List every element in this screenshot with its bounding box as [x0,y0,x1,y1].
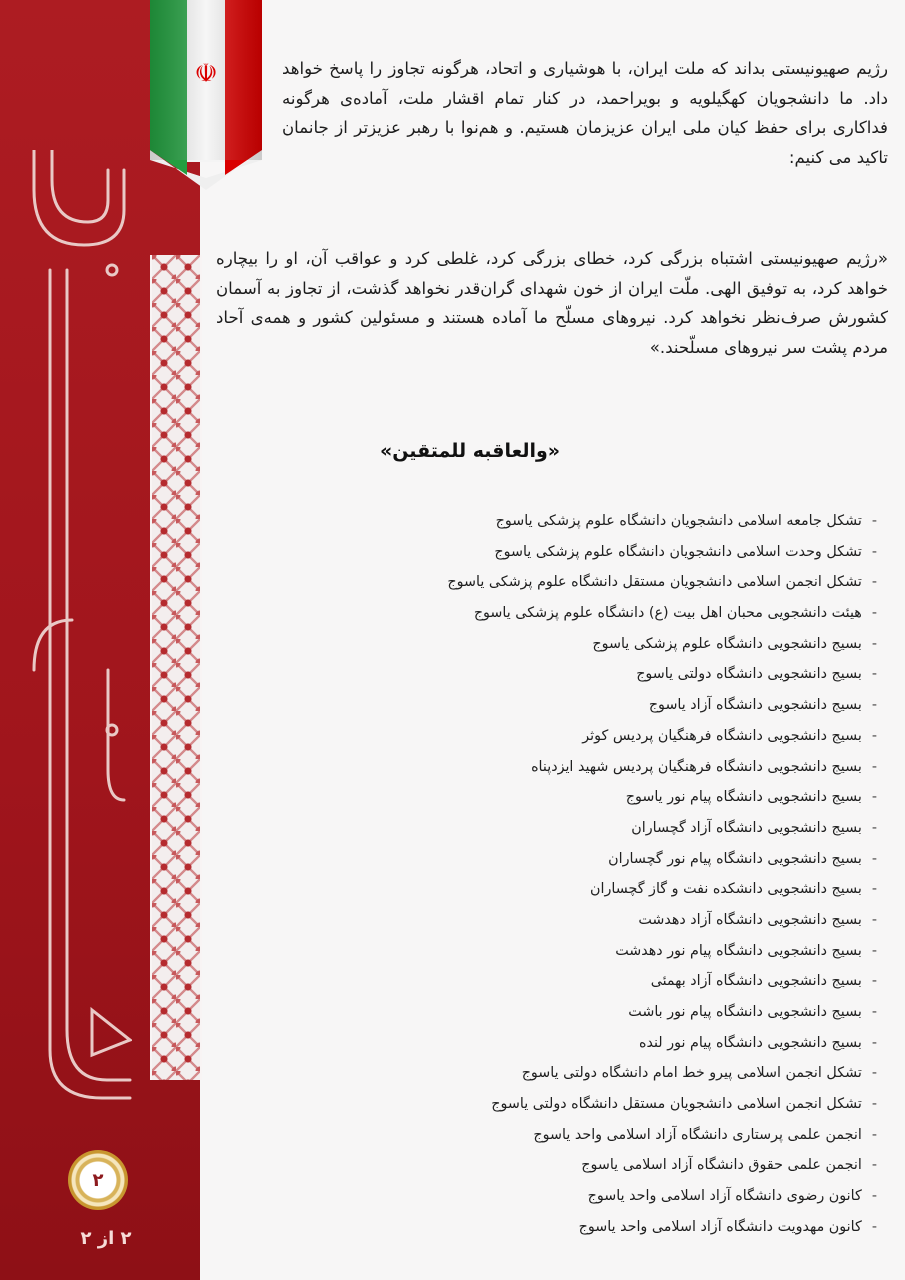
list-item: - تشکل انجمن اسلامی پیرو خط امام دانشگاه دولتی یاسوج [317,1058,877,1089]
list-item: - انجمن علمی حقوق دانشگاه آزاد اسلامی یاسوج [317,1150,877,1181]
list-item: - بسیج دانشجویی دانشگاه دولتی یاسوج [317,659,877,690]
list-item: - بسیج دانشجویی دانشگاه پیام نور دهدشت [317,936,877,967]
list-item: - بسیج دانشجویی دانشکده نفت و گاز گچساران [317,874,877,905]
iran-flag-icon [150,0,262,190]
list-item: - بسیج دانشجویی دانشگاه پیام نور یاسوج [317,782,877,813]
list-item: - انجمن علمی پرستاری دانشگاه آزاد اسلامی واحد یاسوج [317,1120,877,1151]
ornamental-pattern [150,255,202,1080]
page-number-medallion [68,1150,128,1210]
list-item: - تشکل وحدت اسلامی دانشجویان دانشگاه علوم پزشکی یاسوج [317,537,877,568]
list-item: - بسیج دانشجویی دانشگاه آزاد بهمئی [317,966,877,997]
page-number: ۲ [92,1169,104,1191]
calligraphy-decoration [12,150,132,1100]
list-item: - تشکل انجمن اسلامی دانشجویان مستقل دانشگاه علوم پزشکی یاسوج [317,567,877,598]
intro-paragraph: رژیم صهیونیستی بداند که ملت ایران، با هوشیاری و اتحاد، هرگونه تجاوز را پاسخ خواهد داد. ما دانشجویان کهگیلویه و بویراحمد، در کنار تمام اقشار ملت، آماده‌ی هرگونه فداکاری برای حفظ کیان ملی ایران عزیزمان هستیم. و هم‌نوا با رهبر عزیزتر از جانمان تاکید می کنیم: [282,59,888,167]
list-item: - بسیج دانشجویی دانشگاه پیام نور گچساران [317,844,877,875]
list-item: - بسیج دانشجویی دانشگاه آزاد دهدشت [317,905,877,936]
list-item: - تشکل انجمن اسلامی دانشجویان مستقل دانشگاه دولتی یاسوج [317,1089,877,1120]
closing-phrase: «والعاقبه للمتقین» [379,440,561,462]
quote-paragraph: «رژیم صهیونیستی اشتباه بزرگی کرد، خطای بزرگی کرد، غلطی کرد و عواقب آن، او را بیچاره خواهد کرد، به توفیق الهی. ملّت ایران از خون شهدای گران‌قدر نخواهد گذشت، از تجاوز به آسمان کشورش صرف‌نظر نخواهد کرد. نیروهای مسلّح ما آماده هستند و مسئولین کشور و همه‌ی آحاد مردم پشت سر نیروهای مسلّحند.» [216,249,888,357]
list-item: - بسیج دانشجویی دانشگاه آزاد گچساران [317,813,877,844]
list-item: - بسیج دانشجویی دانشگاه پیام نور باشت [317,997,877,1028]
list-item: - بسیج دانشجویی دانشگاه علوم پزشکی یاسوج [317,629,877,660]
list-item: - کانون رضوی دانشگاه آزاد اسلامی واحد یاسوج [317,1181,877,1212]
list-item: - بسیج دانشجویی دانشگاه فرهنگیان پردیس شهید ایزدپناه [317,752,877,783]
list-item: - کانون مهدویت دانشگاه آزاد اسلامی واحد یاسوج [317,1212,877,1243]
list-item: - تشکل جامعه اسلامی دانشجویان دانشگاه علوم پزشکی یاسوج [317,506,877,537]
list-item: - بسیج دانشجویی دانشگاه پیام نور لنده [317,1028,877,1059]
list-item: - بسیج دانشجویی دانشگاه فرهنگیان پردیس کوثر [317,721,877,752]
page-count: ۲ از ۲ [80,1228,132,1249]
signatories-list [317,506,877,1243]
list-item: - هیئت دانشجویی محبان اهل بیت (ع) دانشگاه علوم پزشکی یاسوج [317,598,877,629]
svg-text:☫: ☫ [194,59,218,89]
list-item: - بسیج دانشجویی دانشگاه آزاد یاسوج [317,690,877,721]
